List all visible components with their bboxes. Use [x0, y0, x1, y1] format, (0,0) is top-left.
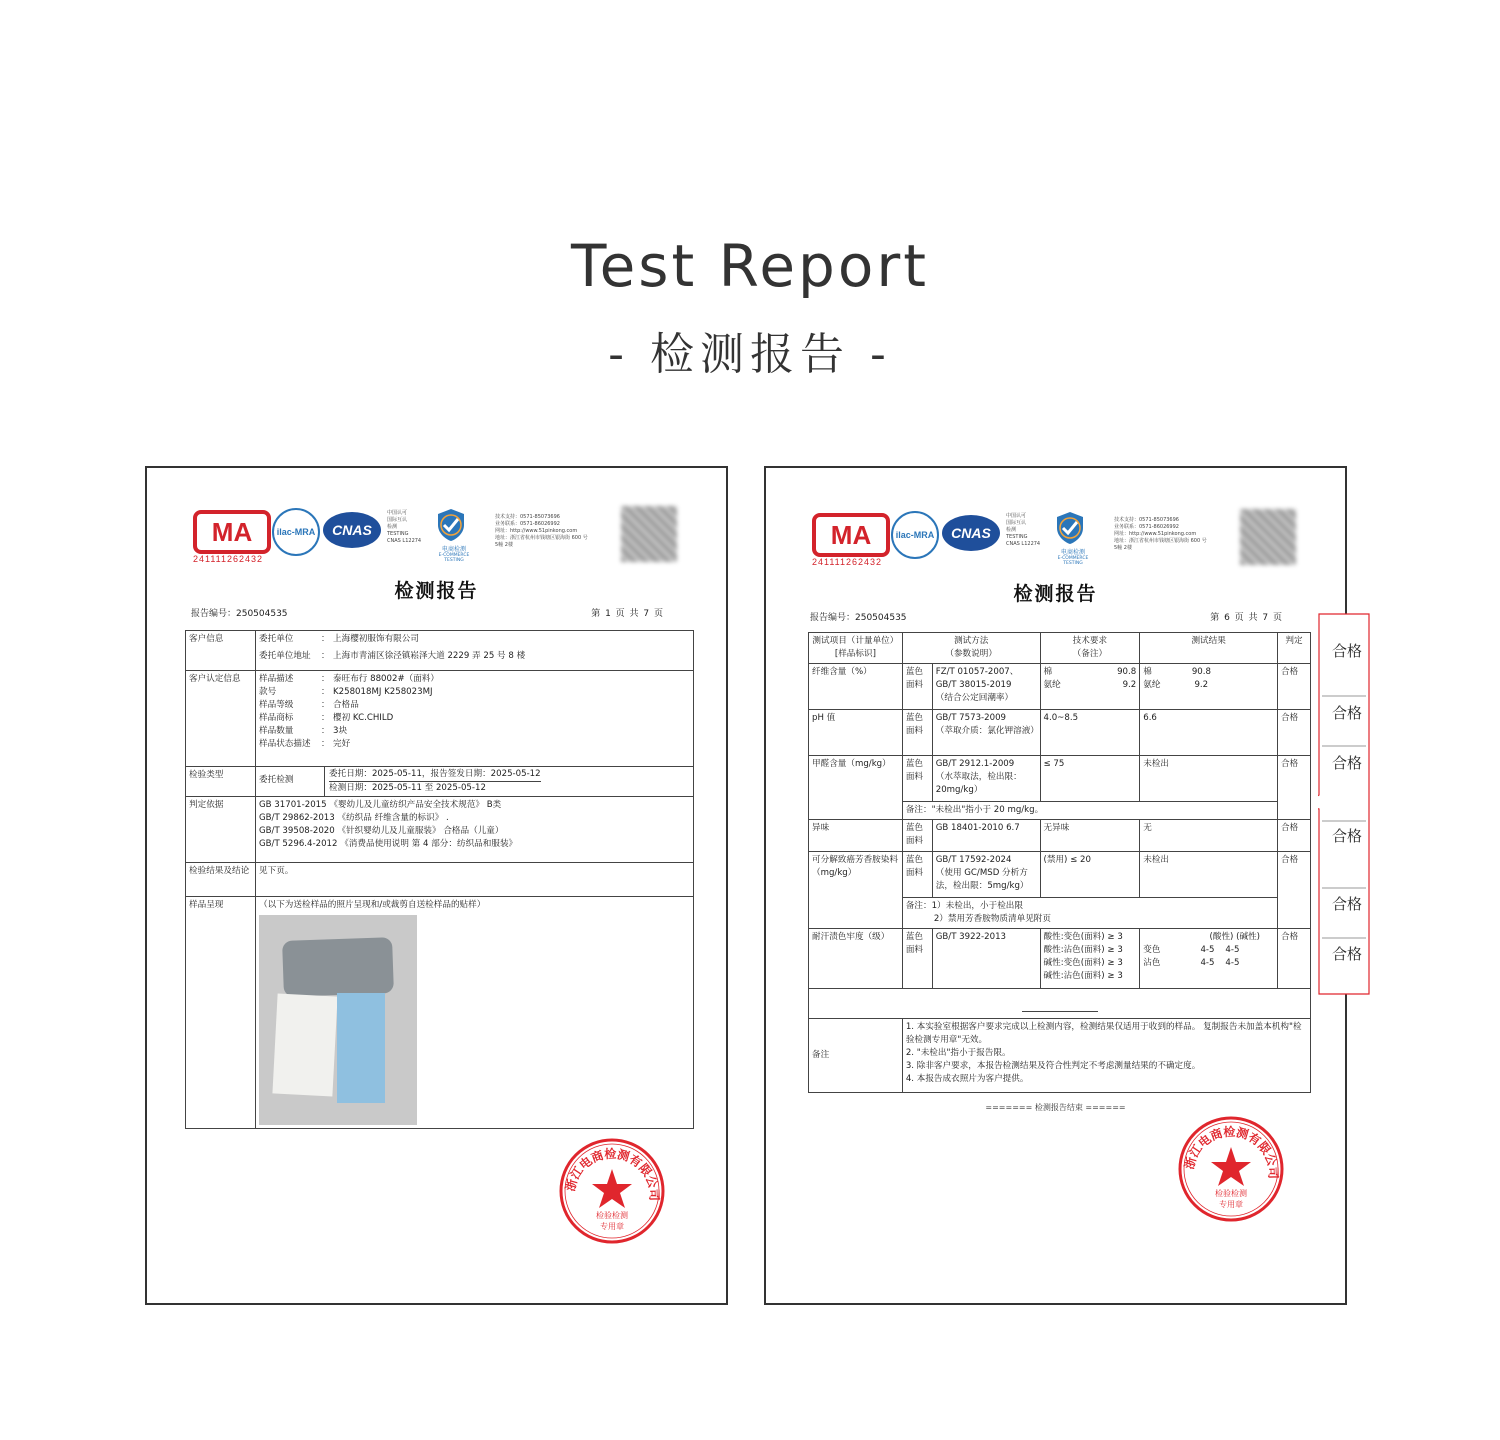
table-row: 可分解致癌芳香胺染料（mg/kg） 蓝色面料 GB/T 17592-2024 （使用 GC/MSD 分析方法，检出限：5mg/kg） (禁用) ≤ 20 未检出 合格 — [809, 852, 1311, 898]
report-number: 报告编号：250504535 — [191, 609, 288, 619]
type-label: 检验类型 — [186, 767, 256, 797]
verdict-label: 合格 — [1331, 642, 1362, 660]
company-seal — [1176, 1114, 1286, 1224]
cma-number: 241111262432 — [812, 557, 883, 567]
ilac-mra-logo: ilac-MRA — [272, 508, 320, 556]
report-page-1 — [145, 466, 728, 1305]
results-table: 测试项目（计量单位） [样品标识] 测试方法 （参数说明） 技术要求 （备注） 测试结果 判定 纤维含量（%） 蓝色面料 FZ/T 01057-2007、GB/T 38015-2019 （结合公定回潮率） 棉 90.8 氨纶 9.2 棉 90.8 氨纶 9.2 合格 pH 值 蓝色面料 GB/T 7573-2009 （萃取介质：氯化钾溶液） 4.0~8.5 6.6 合格 甲醛含量（mg/kg） 蓝色面料 GB/T 2912.1-2009 （水萃取法，检出限：20mg/kg） ≤ 75 未检出 合格 备注："未检出"指小于 20 mg/kg。 异味 蓝色面料 GB 18401-2010 6.7 无异味 无 合格 可分解致癌芳香胺染料（mg/kg） 蓝色面料 GB/T 17592-2024 （使用 GC/MSD 分析方法，检出限：5mg/kg） (禁用) ≤ 20 未检出 合格 备注：1）未检出，小于检出限 2）禁用芳香胺物质清单见附页 耐汗渍色牢度（级） 蓝色面料 GB/T 3922-2013 酸性:变色(面料) ≥ 3 酸性:沾色(面料) ≥ 3 碱性:变色(面料) ≥ 3 碱性:沾色(面料) ≥ 3 (酸性) (碱性) 变色 4-5 4-5 沾色 4-5 4-5 合格 备注 1. 本实验室根据客户要求完成以上检测内容，检测结果仅适用于收到的样品。 复制报告未加盖本机构"检验检测专用章"无效。 2. "未检出"指小于报告限。 3. 除非客户要求，本报告检测结果及符合性判定不考虑测量结果的不确定度。 4. 本报告成衣照片为客户提供。 — [808, 632, 1311, 1093]
heading-cn: - 检测报告 - — [608, 329, 892, 380]
qr-code — [621, 506, 677, 562]
report-number: 报告编号：250504535 — [810, 613, 907, 623]
basis-label: 判定依据 — [186, 797, 256, 863]
verdict-label: 合格 — [1331, 704, 1362, 722]
verdict-label: 合格 — [1331, 945, 1362, 963]
svg-text:浙江电商检测有限公司: 浙江电商检测有限公司 — [563, 1146, 662, 1202]
confirm-label: 客户认定信息 — [186, 671, 256, 767]
svg-text:专用章: 专用章 — [600, 1222, 624, 1231]
table-row: 耐汗渍色牢度（级） 蓝色面料 GB/T 3922-2013 酸性:变色(面料) ≥ 3 酸性:沾色(面料) ≥ 3 碱性:变色(面料) ≥ 3 碱性:沾色(面料) ≥ 3 (酸性) (碱性) 变色 4-5 4-5 沾色 4-5 4-5 合格 — [809, 929, 1311, 989]
ecommerce-testing-badge-icon — [1055, 511, 1085, 545]
cma-logo: MA — [193, 510, 271, 554]
svg-text:检验检测: 检验检测 — [1215, 1189, 1247, 1198]
sample-note: （以下为送检样品的照片呈现和/或裁剪自送检样品的贴样） — [259, 900, 486, 910]
badge-caption: 电商检测 E-COMMERCE TESTING — [438, 546, 470, 563]
table-row: 异味 蓝色面料 GB 18401-2010 6.7 无异味 无 合格 — [809, 820, 1311, 852]
report-title: 检测报告 — [394, 580, 479, 602]
qr-code — [1240, 509, 1296, 565]
svg-text:检验检测: 检验检测 — [596, 1211, 628, 1220]
report-title: 检测报告 — [1013, 583, 1098, 605]
verdict-label: 合格 — [1331, 827, 1362, 845]
verdict-label: 合格 — [1331, 754, 1362, 772]
table-row: 甲醛含量（mg/kg） 蓝色面料 GB/T 2912.1-2009 （水萃取法，检出限：20mg/kg） ≤ 75 未检出 合格 — [809, 756, 1311, 802]
contact-info: 技术支持：0571-85073696 业务联系：0571-86026992 网址：http://www.51pinkong.com 地址：浙江省杭州市钱塘区银海街 600 号 5幢 2楼 — [495, 514, 588, 548]
page-info: 第 6 页 共 7 页 — [1210, 613, 1283, 623]
table-row: pH 值 蓝色面料 GB/T 7573-2009 （萃取介质：氯化钾溶液） 4.0~8.5 6.6 合格 — [809, 710, 1311, 756]
report-header — [147, 468, 726, 578]
info-table: 客户信息 委托单位 ： 上海樱初服饰有限公司 委托单位地址 ： 上海市青浦区徐泾镇崧泽大道 2229 弄 25 号 8 楼 客户认定信息 样品描述 ： 泰旺布行 88002#（面料） 款号 ： K258018MJ K258023MJ 样品等级 ： 合格品 样品商标 ： 樱初 KC.CHILD 样品数量 ： 3块 样品状态描述 ： 完好 检验类型 委托检测 委托日期：2025-05-11，报告签发日期：2025-05-12 检测日期：2025-05-11 至 2025-05-12 判定依据 GB 31701-2015 《婴幼儿及儿童纺织产品安全技术规范》 B类 GB/T 29862-2013 《纺织品 纤维含量的标识》 . GB/T 39508-2020 《针织婴幼儿及儿童服装》 合格品（儿童） GB/T 5296.4-2012 《消费品使用说明 第 4 部分：纺织品和服装》 检验结果及结论 见下页。 样品呈现 （以下为送检样品的照片呈现和/或裁剪自送检样品的贴样） — [185, 630, 694, 1129]
accreditation-text: 中国认可 国际互认 检测 TESTING CNAS L12274 — [387, 510, 422, 544]
contact-info: 技术支持：0571-85073696 业务联系：0571-86026992 网址：http://www.51pinkong.com 地址：浙江省杭州市钱塘区银海街 600 号 5幢 2楼 — [1114, 517, 1207, 551]
report-page-6 — [764, 466, 1347, 1305]
report-end: ======= 检测报告结束 ====== — [985, 1103, 1126, 1112]
cnas-logo: CNAS — [942, 515, 1000, 551]
cma-logo: MA — [812, 513, 890, 557]
client-label: 客户信息 — [186, 631, 256, 671]
remarks-list: 1. 本实验室根据客户要求完成以上检测内容，检测结果仅适用于收到的样品。 复制报告未加盖本机构"检验检测专用章"无效。 2. "未检出"指小于报告限。 3. 除非客户要求，本报告检测结果及符合性判定不考虑测量结果的不确定度。 4. 本报告成衣照片为客户提供。 — [902, 1019, 1310, 1093]
result-label: 检验结果及结论 — [186, 863, 256, 897]
accreditation-text: 中国认可 国际互认 检测 TESTING CNAS L12274 — [1006, 513, 1041, 547]
verdict-label: 合格 — [1331, 895, 1362, 913]
cma-number: 241111262432 — [193, 554, 264, 564]
ilac-mra-logo: ilac-MRA — [891, 511, 939, 559]
report-header — [766, 471, 1345, 581]
table-row: 纤维含量（%） 蓝色面料 FZ/T 01057-2007、GB/T 38015-2019 （结合公定回潮率） 棉 90.8 氨纶 9.2 棉 90.8 氨纶 9.2 合格 — [809, 664, 1311, 710]
sample-photo — [259, 915, 417, 1125]
heading-en: Test Report — [571, 232, 929, 300]
badge-caption: 电商检测 E-COMMERCE TESTING — [1057, 549, 1089, 566]
page-info: 第 1 页 共 7 页 — [591, 609, 664, 619]
svg-text:浙江电商检测有限公司: 浙江电商检测有限公司 — [1182, 1124, 1281, 1180]
verdict-callout — [1318, 613, 1370, 995]
company-seal — [557, 1136, 667, 1246]
svg-text:专用章: 专用章 — [1219, 1200, 1243, 1209]
cnas-logo: CNAS — [323, 512, 381, 548]
sample-label: 样品呈现 — [186, 897, 256, 1129]
result-value: 见下页。 — [256, 863, 694, 897]
ecommerce-testing-badge-icon — [436, 508, 466, 542]
remarks-label: 备注 — [809, 1019, 903, 1093]
